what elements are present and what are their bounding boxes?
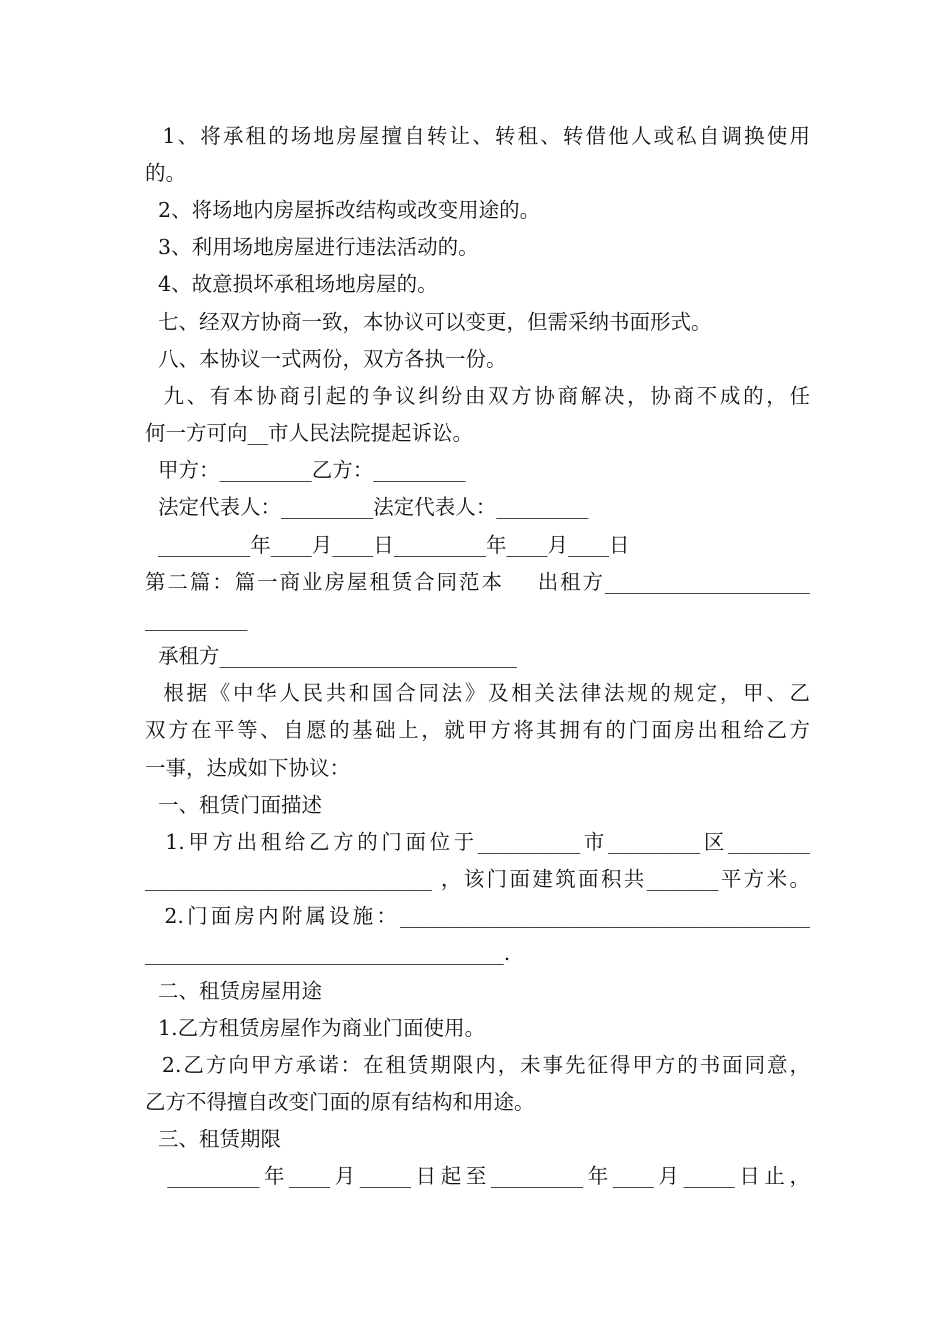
- text-line: 2.门面房内附属设施：________________________________________: [145, 904, 810, 928]
- text-line: 1、将承租的场地房屋擅自转让、转租、转借他人或私自调换使用: [145, 124, 810, 148]
- text-line: 九、有本协商引起的争议纠纷由双方协商解决，协商不成的，任: [145, 384, 810, 408]
- date-line: _________年____月_____日起至_________年____月_____日止，: [145, 1164, 810, 1188]
- signature-line: 甲方：_________乙方：_________: [145, 458, 466, 482]
- text-line: 的。: [145, 161, 186, 185]
- date-line: _________年____月____日_________年____月____日: [145, 533, 630, 557]
- text-line: ____________________________ ，该门面建筑面积共_______平方米。: [145, 867, 810, 891]
- text-line: ___________________________________.: [145, 941, 511, 965]
- subheading: 一、租赁门面描述: [145, 793, 323, 817]
- signature-line: 法定代表人：_________法定代表人：_________: [145, 495, 589, 519]
- text-line: 4、故意损坏承租场地房屋的。: [145, 272, 438, 296]
- subheading: 三、租赁期限: [145, 1127, 282, 1151]
- text-line: 根据《中华人民共和国合同法》及相关法律法规的规定，甲、乙: [145, 681, 810, 705]
- text-line: 2、将场地内房屋拆改结构或改变用途的。: [145, 198, 541, 222]
- subheading: 二、租赁房屋用途: [145, 979, 323, 1003]
- text-line: 2.乙方向甲方承诺：在租赁期限内，未事先征得甲方的书面同意，: [145, 1053, 810, 1077]
- text-line: __________: [145, 607, 248, 631]
- text-line: 承租方_____________________________: [145, 644, 517, 668]
- text-line: 1.乙方租赁房屋作为商业门面使用。: [145, 1016, 486, 1040]
- text-line: 八、本协议一式两份，双方各执一份。: [145, 347, 507, 371]
- text-line: 双方在平等、自愿的基础上，就甲方将其拥有的门面房出租给乙方: [145, 718, 810, 742]
- section-heading: 第二篇：篇一商业房屋租赁合同范本 出租方____________________: [145, 570, 810, 594]
- text-line: 乙方不得擅自改变门面的原有结构和用途。: [145, 1090, 535, 1114]
- text-line: 何一方可向__市人民法院提起诉讼。: [145, 421, 473, 445]
- text-line: 1.甲方出租给乙方的门面位于__________市_________区________: [145, 830, 810, 854]
- text-line: 3、利用场地房屋进行违法活动的。: [145, 235, 479, 259]
- text-line: 七、经双方协商一致，本协议可以变更，但需采纳书面形式。: [145, 310, 712, 334]
- text-line: 一事，达成如下协议：: [145, 756, 350, 780]
